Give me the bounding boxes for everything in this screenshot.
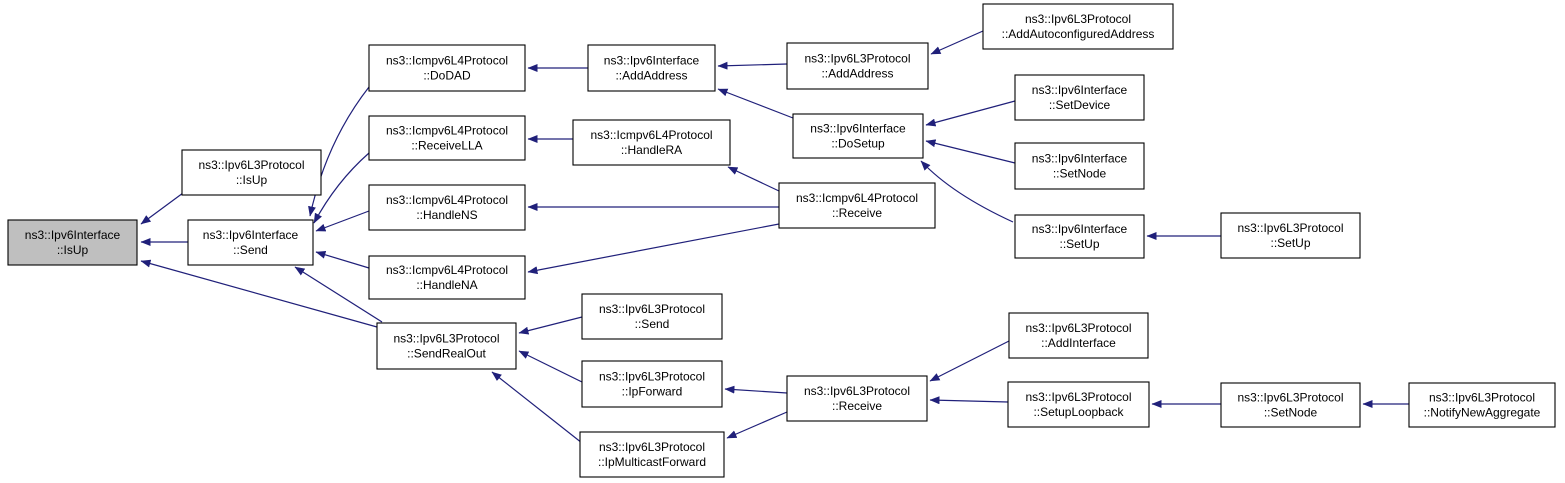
node-label-addaddress-l3-line1: ns3::Ipv6L3Protocol <box>804 51 911 66</box>
node-label-dodad-line2: ::DoDAD <box>423 68 471 83</box>
node-label-send-l3-line2: ::Send <box>634 317 670 331</box>
node-label-dosetup-line2: ::DoSetup <box>831 136 885 151</box>
node-ipmulticast[interactable] <box>580 432 724 477</box>
node-label-receive-l3-line1: ns3::Ipv6L3Protocol <box>803 384 911 398</box>
node-label-handlens-line2: ::HandleNS <box>416 208 478 222</box>
node-label-send-l3-line1: ns3::Ipv6L3Protocol <box>598 302 706 316</box>
node-label-receivella-line2: ::ReceiveLLA <box>411 138 483 153</box>
node-receive-icmp[interactable] <box>779 183 935 228</box>
edge-receive-l3-calls-ipmulticast <box>727 412 787 438</box>
node-ipforward[interactable] <box>582 361 722 407</box>
node-label-ipforward-line1: ns3::Ipv6L3Protocol <box>598 369 706 384</box>
node-label-handlera-line1: ns3::Icmpv6L4Protocol <box>590 128 713 142</box>
node-addauto[interactable] <box>983 4 1173 49</box>
node-label-addaddress-l3-line2: ::AddAddress <box>821 66 894 81</box>
node-label-addauto-line2: ::AddAutoconfiguredAddress <box>1001 27 1155 41</box>
node-label-ipforward-line2: ::IpForward <box>621 384 683 399</box>
node-setnode-if[interactable] <box>1015 143 1144 189</box>
node-label-isup-if-line1: ns3::Ipv6Interface <box>24 228 121 242</box>
node-isup-l3[interactable] <box>182 150 321 195</box>
edge-addauto-calls-addaddress-l3 <box>931 31 983 54</box>
edge-ipforward-calls-sendrealout <box>519 351 582 382</box>
node-label-handlena-line1: ns3::Icmpv6L4Protocol <box>385 263 509 277</box>
edge-addaddress-l3-calls-addaddress-if <box>718 64 787 66</box>
node-label-setdevice-line1: ns3::Ipv6Interface <box>1031 83 1128 97</box>
node-send-if[interactable] <box>188 220 313 265</box>
node-addaddress-if[interactable] <box>588 45 715 91</box>
node-label-dosetup-line1: ns3::Ipv6Interface <box>810 121 906 136</box>
node-label-isup-l3-line2: ::IsUp <box>235 173 268 187</box>
node-label-sendrealout-line1: ns3::Ipv6L3Protocol <box>393 331 500 346</box>
node-label-ipmulticast-line1: ns3::Ipv6L3Protocol <box>598 440 706 454</box>
node-label-dodad-line1: ns3::Icmpv6L4Protocol <box>385 53 509 68</box>
node-label-receive-l3-line2: ::Receive <box>831 399 883 413</box>
node-setuploopback[interactable] <box>1008 382 1149 427</box>
node-label-setuploopback-line1: ns3::Ipv6L3Protocol <box>1025 390 1132 404</box>
edge-handlens-calls-send-if <box>316 211 369 231</box>
edge-receive-l3-calls-ipforward <box>725 389 787 393</box>
edge-dosetup-calls-addaddress-if <box>718 89 793 118</box>
node-sendrealout[interactable] <box>377 323 516 369</box>
node-addaddress-l3[interactable] <box>787 43 928 89</box>
edge-setnode-if-calls-dosetup <box>926 141 1015 163</box>
node-label-addinterface-line1: ns3::Ipv6L3Protocol <box>1025 321 1132 335</box>
node-label-setnode-if-line1: ns3::Ipv6Interface <box>1031 151 1128 166</box>
edge-receivella-calls-send-if <box>314 153 369 223</box>
node-label-sendrealout-line2: ::SendRealOut <box>407 346 486 361</box>
node-label-handlena-line2: ::HandleNA <box>416 278 478 292</box>
node-notifynew[interactable] <box>1409 383 1555 427</box>
node-label-isup-if-line2: ::IsUp <box>56 243 89 257</box>
node-handlera[interactable] <box>573 120 730 165</box>
node-receive-l3[interactable] <box>787 376 927 421</box>
node-setup-if[interactable] <box>1015 215 1144 258</box>
node-send-l3[interactable] <box>582 294 722 339</box>
edge-setuploopback-calls-receive-l3 <box>930 400 1008 402</box>
edge-receive-icmp-calls-handlena <box>528 224 779 272</box>
edge-send-l3-calls-sendrealout <box>519 317 582 333</box>
node-label-setdevice-line2: ::SetDevice <box>1048 98 1111 112</box>
node-setup-l3[interactable] <box>1221 213 1360 258</box>
edge-setdevice-calls-dosetup <box>926 101 1015 125</box>
edge-addinterface-calls-receive-l3 <box>930 341 1009 381</box>
node-dosetup[interactable] <box>793 114 923 158</box>
node-setnode-l3[interactable] <box>1221 383 1360 427</box>
edge-sendrealout-calls-isup-if <box>141 261 377 327</box>
node-dodad[interactable] <box>369 45 525 91</box>
node-label-setnode-if-line2: ::SetNode <box>1052 166 1107 181</box>
node-isup-if <box>8 220 137 265</box>
node-label-setnode-l3-line1: ns3::Ipv6L3Protocol <box>1237 390 1344 405</box>
node-label-addaddress-if-line1: ns3::Ipv6Interface <box>603 53 700 68</box>
node-label-setuploopback-line2: ::SetupLoopback <box>1033 405 1124 419</box>
node-label-handlens-line1: ns3::Icmpv6L4Protocol <box>385 193 509 207</box>
node-label-send-if-line1: ns3::Ipv6Interface <box>202 228 299 242</box>
node-label-receive-icmp-line2: ::Receive <box>831 206 883 220</box>
node-label-handlera-line2: ::HandleRA <box>620 143 683 157</box>
node-label-addinterface-line2: ::AddInterface <box>1041 336 1116 350</box>
node-label-notifynew-line1: ns3::Ipv6L3Protocol <box>1428 390 1536 405</box>
edge-receive-icmp-calls-handlera <box>728 167 779 191</box>
node-setdevice[interactable] <box>1015 75 1144 120</box>
node-label-setup-if-line1: ns3::Ipv6Interface <box>1031 222 1128 236</box>
node-label-receive-icmp-line1: ns3::Icmpv6L4Protocol <box>795 191 919 205</box>
edge-ipmulticast-calls-sendrealout <box>492 372 582 443</box>
node-handlens[interactable] <box>369 185 525 230</box>
node-label-send-if-line2: ::Send <box>233 243 268 257</box>
node-receivella[interactable] <box>369 116 525 160</box>
node-label-receivella-line1: ns3::Icmpv6L4Protocol <box>385 123 509 138</box>
node-label-setnode-l3-line2: ::SetNode <box>1263 405 1318 420</box>
node-handlena[interactable] <box>369 256 525 299</box>
node-label-addauto-line1: ns3::Ipv6L3Protocol <box>1024 12 1132 26</box>
node-label-setup-l3-line1: ns3::Ipv6L3Protocol <box>1237 221 1344 235</box>
node-label-setup-if-line2: ::SetUp <box>1059 237 1100 251</box>
edge-handlena-calls-send-if <box>316 252 369 268</box>
node-label-addaddress-if-line2: ::AddAddress <box>615 68 688 83</box>
node-label-isup-l3-line1: ns3::Ipv6L3Protocol <box>198 158 305 172</box>
edge-isup-l3-calls-isup-if <box>141 193 183 224</box>
node-label-ipmulticast-line2: ::IpMulticastForward <box>597 455 707 469</box>
node-label-notifynew-line2: ::NotifyNewAggregate <box>1423 405 1541 420</box>
node-label-setup-l3-line2: ::SetUp <box>1270 236 1311 250</box>
node-addinterface[interactable] <box>1009 313 1148 358</box>
